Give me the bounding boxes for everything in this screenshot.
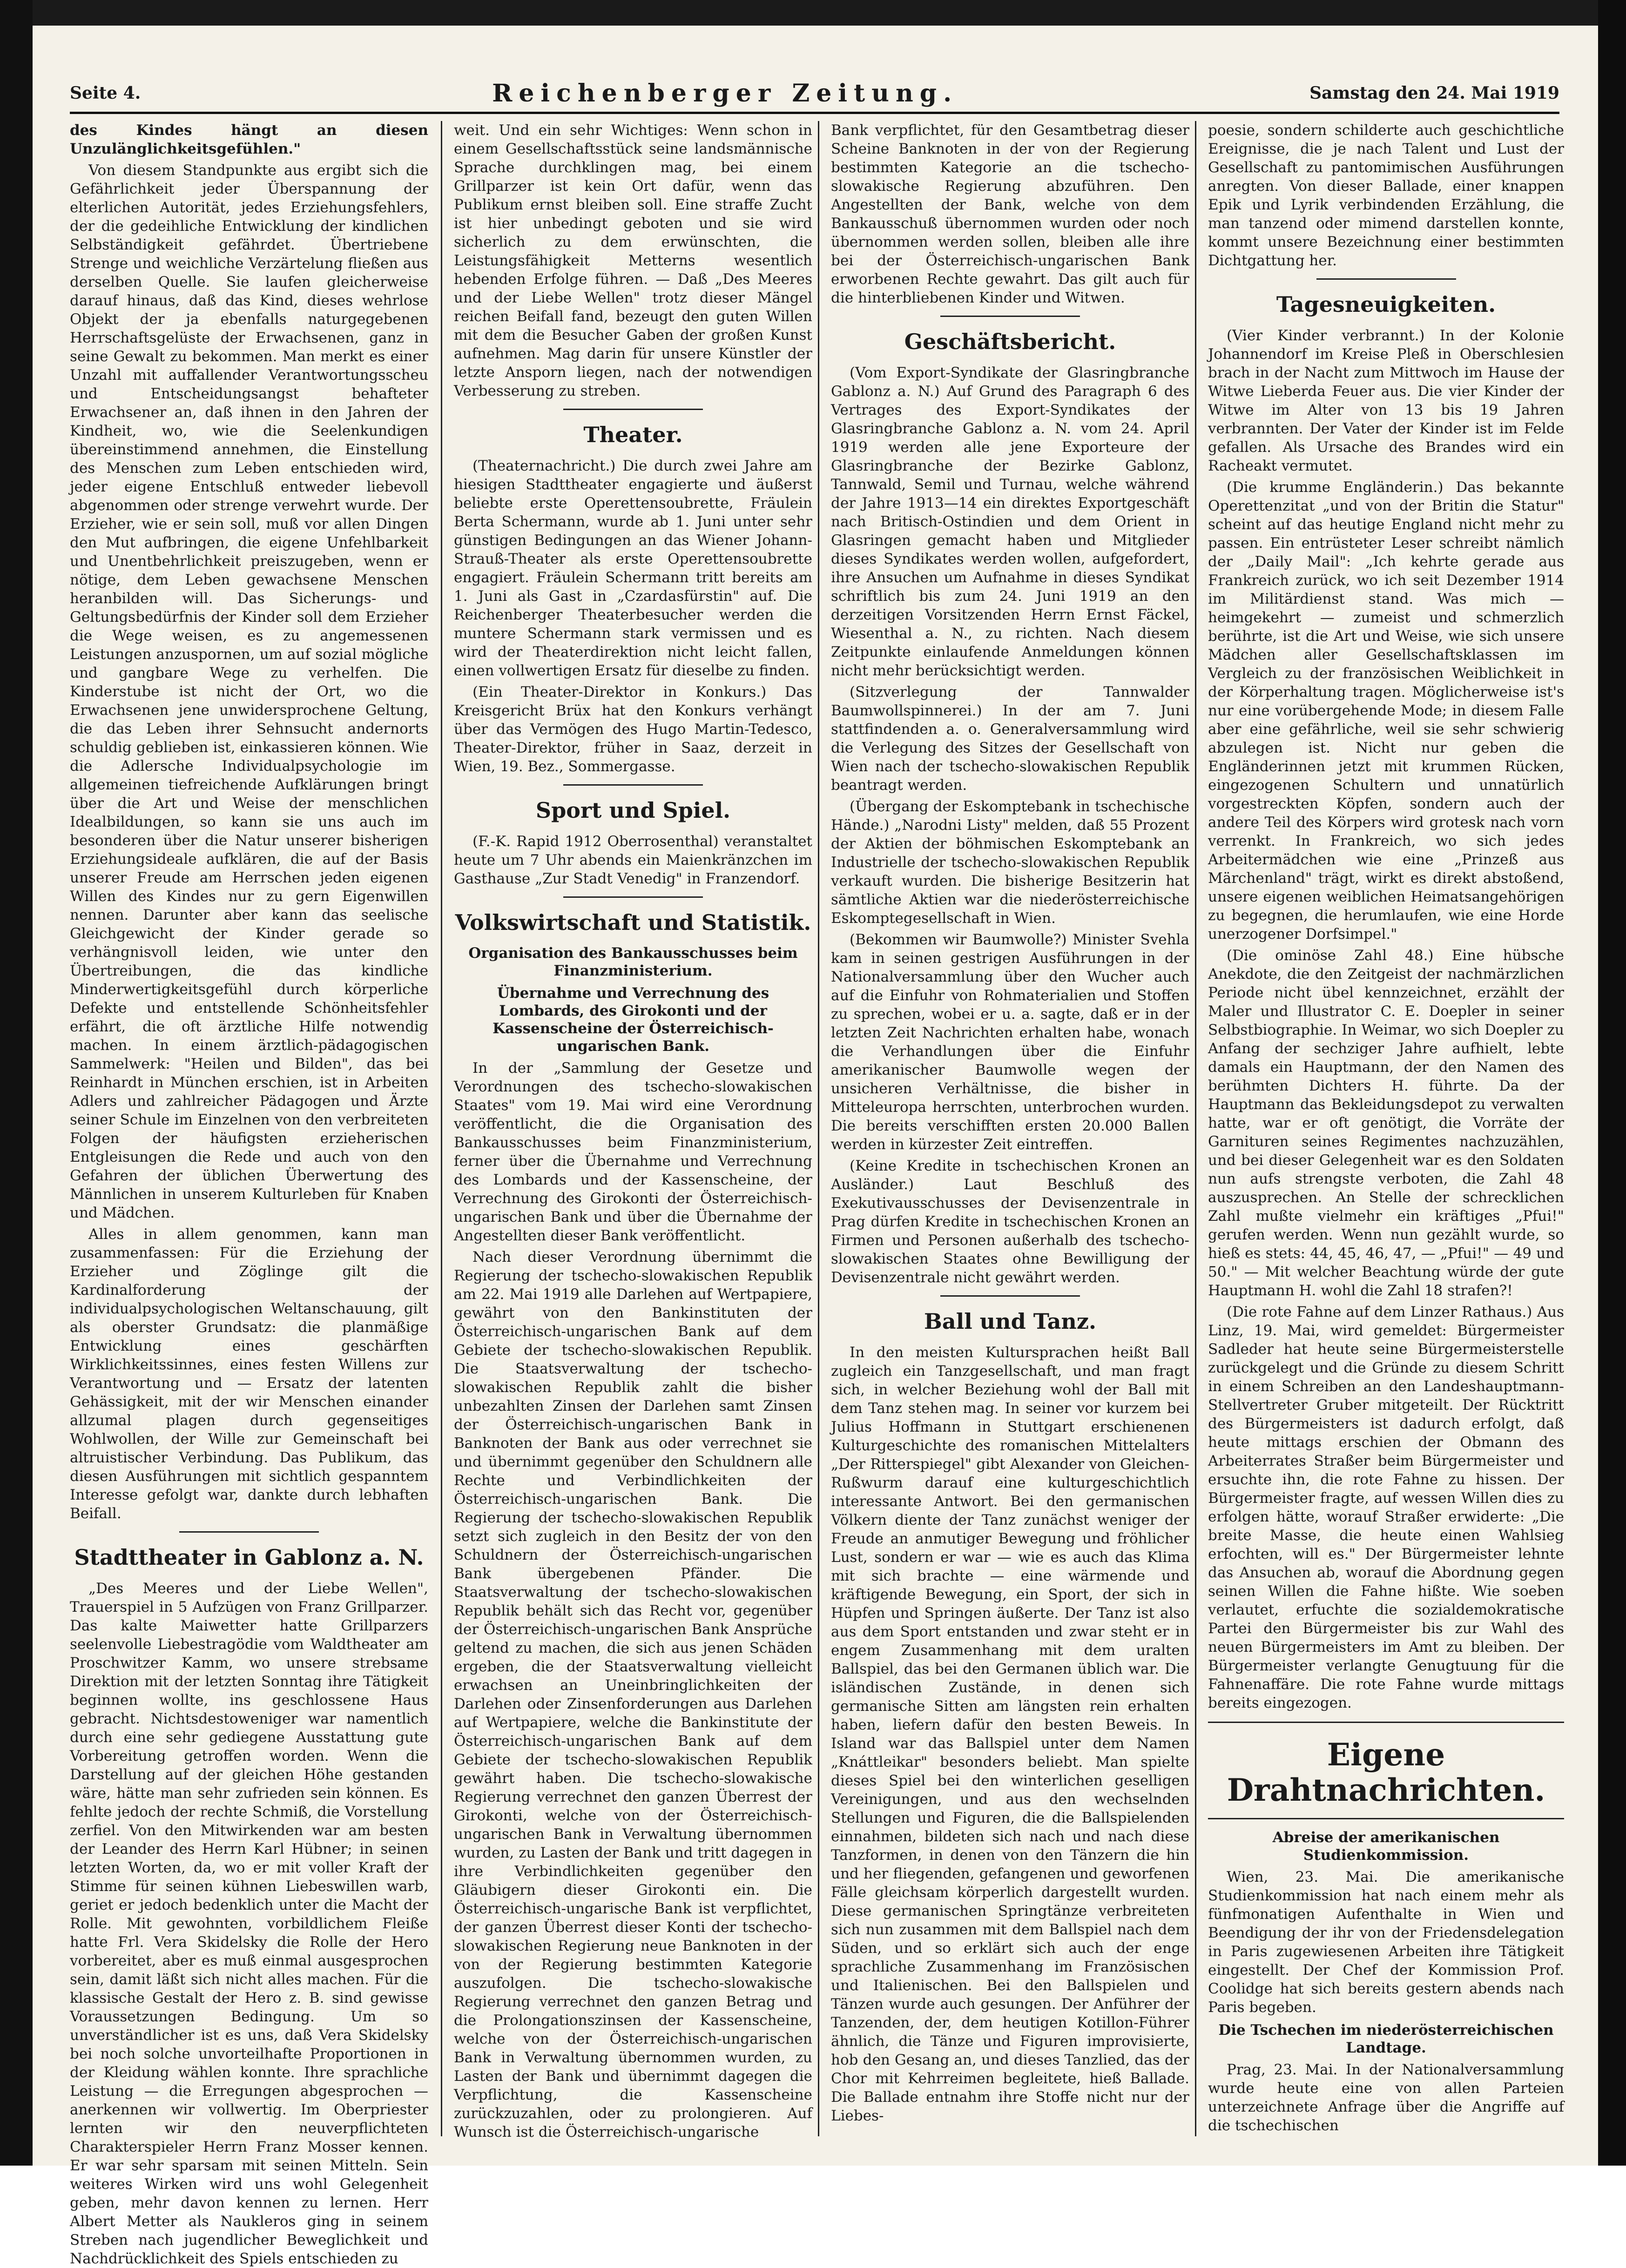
section-heading: Stadttheater in Gablonz a. N. bbox=[74, 1545, 424, 1570]
article-subheading: Abreise der amerikanischen Studienkommission. bbox=[1272, 1829, 1500, 1864]
paragraph: (Keine Kredite in tschechischen Kronen an Ausländer.) Laut Beschluß des Exekutivausschusses der Devisenzentrale in Prag dürfen Kredite in tschechischen Kronen an Firmen und Personen außerhalb des tschecho-slowakischen Staates ohne Bewilligung der Devisenzentrale nicht gewährt werden. bbox=[831, 1158, 1189, 1286]
section-divider bbox=[563, 784, 703, 786]
section-divider bbox=[940, 1295, 1080, 1297]
paragraph: Nach dieser Verordnung übernimmt die Regierung der tschecho-slowakischen Republik am 22. Mai 1919 alle Darlehen auf Wertpapiere, gewährt von den Bankinstituten der Österreichisch-ungarischen Bank auf dem Gebiete der tschecho-slowakischen Republik. Die Staatsverwaltung der tschecho-slowakischen Republik zahlt die bisher unbezahlten Zinsen der Darlehen samt Zinsen der Österreichisch-ungarischen Bank in Banknoten der Bank aus oder verrechnet sie und übernimmt gegenüber den Schuldnern alle Rechte und Verbindlichkeiten der Österreichisch-ungarischen Bank. Die Regierung der tschecho-slowakischen Republik setzt sich zugleich in den Besitz der von den Schuldnern der Österreichisch-ungarischen Bank übergebenen Pfänder. Die Staatsverwaltung der tschecho-slowakischen Republik behält sich das Recht vor, gegenüber der Österreichisch-ungarischen Bank Ansprüche geltend zu machen, die sich aus jenen Schäden ergeben, die der Staatsverwaltung vielleicht erwachsen an Uneinbringlichkeiten der Darlehen oder Zinsenforderungen aus Darlehen auf Wertpapiere, welche die Bankinstitute der Österreichisch-ungarischen Bank auf dem Gebiete der tschecho-slowakischen Republik gewährt haben. Die tschecho-slowakische Regierung verrechnet den ganzen Überrest der Girokonti, welche von der Österreichisch-ungarischen Bank in Verwaltung übernommen wurden, zu Lasten der Bank und tritt dagegen in ihre Verbindlichkeiten gegenüber den Gläubigern dieser Girokonti ein. Die Österreichisch-ungarische Bank ist verpflichtet, der ganzen Überrest dieser Konti der tschecho-slowakischen Regierung neue Banknoten in der von der Regierung bestimmten Kategorie auszufolgen. Die tschecho-slowakische Regierung verrechnet den ganzen Betrag und die Prolongationszinsen der Kassenscheine, welche von der Österreichisch-ungarischen Bank in Verwaltung übernommen wurden, zu Lasten der Bank und übernimmt dagegen die Verpflichtung, die Kassenscheine zurückzuzahlen, oder zu prolongieren. Auf Wunsch ist die Österreichisch-ungarische bbox=[454, 1249, 812, 2140]
issue-date: Samstag den 24. Mai 1919 bbox=[1309, 83, 1559, 103]
column-2 bbox=[454, 121, 812, 2140]
scan-border-top bbox=[0, 0, 1626, 26]
paragraph: „Des Meeres und der Liebe Wellen", Trauerspiel in 5 Aufzügen von Franz Grillparzer. Das kalte Maiwetter hatte Grillparzers seelenvolle Liebestragödie vom Waldtheater am Proschwitzer Kamm, wo unsere strebsame Direktion mit der letzten Sonntag ihre Tätigkeit beginnen wollte, ins geschlossene Haus gebracht. Nichtsdestoweniger war namentlich durch eine sehr gediegene Ausstattung gute Vorbereitung getroffen worden. Wenn die Darstellung auf der gleichen Höhe gestanden wäre, hätte man sehr zufrieden sein können. Es fehlte jedoch der rechte Schmiß, die Vorstellung zerfiel. Von den Mitwirkenden war am besten der Leander des Herrn Karl Hübner; in seinen letzten Worten, da, wo er mit voller Kraft der Stimme für seinen kühnen Liebeswillen warb, geriet er jedoch bedenklich unter die Macht der Rolle. Mit gewohnten, vorbildlichem Fleiße hatte Frl. Vera Skidelsky die Rolle der Hero vorbereitet, aber es muß einmal ausgesprochen sein, damit läßt sich nicht alles machen. Für die klassische Gestalt der Hero z. B. sind gewisse Voraussetzungen Bedingung. Um so unverständlicher ist es uns, daß Vera Skidelsky bei noch solche unvorteilhafte Proportionen in der Kleidung wählen konnte. Ihre sprachliche Leistung — die Erregungen abgesprochen — anerkennen wir vollwertig. Im Oberpriester lernten wir den neuverpflichteten Charakterspieler Herrn Franz Mosser kennen. Er war sehr sparsam mit seinen Mitteln. Sein weiteres Wirken wird uns wohl Gelegenheit geben, mehr davon kennen zu lernen. Herr Albert Metter als Naukleros ging in seinem Streben nach jugendlicher Beweglichkeit und Nachdrücklichkeit des Spiels entschieden zu bbox=[70, 1580, 428, 2267]
section-heading: Ball und Tanz. bbox=[924, 1309, 1096, 1334]
article-subheading: Die Tschechen im niederösterreichischen Landtage. bbox=[1218, 2022, 1554, 2056]
paragraph: (Vier Kinder verbrannt.) In der Kolonie Johannendorf im Kreise Pleß in Oberschlesien brach in der Nacht zum Mittwoch im Hause der Witwe Lieberda Feuer aus. Die vier Kinder der Witwe im Alter von 13 bis 19 Jahren verbrannten. Der Vater der Kinder ist im Felde gefallen. Als Ursache des Brandes wird ein Racheakt vermutet. bbox=[1208, 327, 1564, 474]
section-divider bbox=[1316, 278, 1456, 280]
page-number: Seite 4. bbox=[70, 83, 141, 103]
paragraph: In der „Sammlung der Gesetze und Verordnungen des tschecho-slowakischen Staates" vom 19. Mai wird eine Verordnung veröffentlicht, die die Organisation des Bankausschusses beim Finanzministerium, ferner über die Übernahme und Verrechnung des Lombards und der Kassenscheine, der Verrechnung des Girokonti der Österreichisch-ungarischen Bank und über die Übernahme der Angestellten dieser Bank veröffentlicht. bbox=[454, 1060, 812, 1244]
article-subheading: Organisation des Bankausschusses beim Finanzministerium. bbox=[468, 945, 798, 979]
paragraph: (Vom Export-Syndikate der Glasringbranche Gablonz a. N.) Auf Grund des Paragraph 6 des Vertrages des Export-Syndikates der Glasringbranche Gablonz a. N. vom 24. April 1919 werden alle jene Exporteure der Glasringbranche der Bezirke Gablonz, Tannwald, Semil und Turnau, welche während der Jahre 1913—14 ein direktes Exportgeschäft nach Britisch-Ostindien und dem Orient in Glasringen gemacht haben und Mitglieder dieses Syndikates werden wollen, aufgefordert, ihre Ansuchen um Aufnahme in dieses Syndikat schriftlich bis zum 24. Juni 1919 an den derzeitigen Vorsitzenden Herrn Ernst Fäckel, Wiesenthal a. N., zu richten. Nach diesem Zeitpunkte einlaufende Anmeldungen können nicht mehr berücksichtigt werden. bbox=[831, 364, 1189, 679]
paragraph: Prag, 23. Mai. In der Nationalversammlung wurde heute eine von allen Parteien unterzeichnete Anfrage über die Angriffe auf die tschechischen bbox=[1208, 2061, 1564, 2134]
paragraph: (Theaternachricht.) Die durch zwei Jahre am hiesigen Stadttheater engagierte und äußerst beliebte erste Operettensoubrette, Fräulein Berta Schermann, wurde ab 1. Juni unter sehr günstigen Bedingungen an das Wiener Johann-Strauß-Theater als erste Operettensoubrette engagiert. Fräulein Schermann tritt bereits am 1. Juni als Gast in „Czardasfürstin" auf. Die Reichenberger Theaterbesucher werden die muntere Schermann stark vermissen und es wird der Theaterdirektion nicht leicht fallen, einen vollwertigen Ersatz für dieselbe zu finden. bbox=[454, 458, 812, 679]
section-heading: Geschäftsbericht. bbox=[904, 329, 1116, 354]
scan-border-right bbox=[1598, 0, 1626, 2166]
paragraph: (Die ominöse Zahl 48.) Eine hübsche Anekdote, die den Zeitgeist der nachmärzlichen Periode nicht übel kennzeichnet, erzählt der Maler und Illustrator C. E. Doepler in seiner Selbstbiographie. In Weimar, wo sich Doepler zu Anfang der sechziger Jahre aufhielt, lebte damals ein Hauptmann, der den Namen des berühmten Dichters H. führte. Da der Hauptmann das Bekleidungsdepot zu verwalten hatte, war er oft genötigt, die Vorräte der Garnituren seines Regimentes nachzuzählen, und bei dieser Gelegenheit war es den Soldaten nun aufs strengste verboten, die Zahl 48 auszusprechen. An Stelle der schrecklichen Zahl mußte vielmehr ein kräftiges „Pfui!" gerufen werden. Wenn nun gezählt wurde, so hieß es stets: 44, 45, 46, 47, — „Pfui!" — 49 und 50." — Mit welcher Beachtung würde der gute Hauptmann H. wohl die Zahl 18 strafen?! bbox=[1208, 947, 1564, 1299]
section-divider bbox=[563, 896, 703, 898]
section-divider bbox=[940, 316, 1080, 317]
paragraph: Von diesem Standpunkte aus ergibt sich die Gefährlichkeit jeder Überspannung der elterlichen Autorität, jedes Erziehungsfehlers, der die gedeihliche Entwicklung der kindlichen Selbständigkeit gefährdet. Übertriebene Strenge und weichliche Verzärtelung fließen aus derselben Quelle. Sie laufen gleicherweise darauf hinaus, daß das Kind, dieses wehrlose Objekt der ja ebenfalls naturgegebenen Herrschaftsgelüste der Erwachsenen, ganz in seine Gewalt zu bekommen. Man merkt es einer Unzahl mit auffallender Verantwortungsscheu und Entscheidungsangst behafteter Erwachsener an, daß ihnen in den Jahren der Kindheit, wo, wie die Seelenkundigen übereinstimmend annehmen, die Einstellung des Menschen zum Leben entschieden wird, jeder eigene Entschluß entweder liebevoll abgenommen oder strenge verwehrt wurde. Der Erzieher, wie er sein soll, muß vor allen Dingen den Mut aufbringen, die eigene Unfehlbarkeit und Unentbehrlichkeit preiszugeben, wenn er nötige, dem Leben gewachsene Menschen heranbilden will. Das Sicherungs- und Geltungsbedürfnis der Kinder soll dem Erzieher die Wege weisen, es zu angemessenen Leistungen anzuspornen, um auf sozial mögliche und gangbare Wege zu verhelfen. Die Kinderstube ist nicht der Ort, wo die Erwachsenen jene unwidersprochene Geltung, die das Leben ihrer Sehnsucht andernorts schuldig geblieben ist, einkassieren können. Wie die Adlersche Individualpsychologie im allgemeinen tiefreichende Aufklärungen bringt über die Art und Weise der menschlichen Idealbildungen, so kann sie uns auch im besonderen über die Natur unserer bisherigen Erziehungsideale aufklären, die auf der Basis unserer Freude am Herrschen jeden eigenen Willen des Kindes nur zu gern Eigenwillen nennen. Darunter aber kann das seelische Gleichgewicht der Kinder gerade so verhängnisvoll leiden, wie unter den Übertreibungen, die das kindliche Minderwertigkeitsgefühl durch körperliche Defekte und entstellende Schönheitsfehler erfährt, die oft ärztliche Hilfe notwendig machen. In einem ärztlich-pädagogischen Sammelwerk: "Heilen und Bilden", das bei Reinhardt in München erschien, ist in Arbeiten Adlers und zahlreicher Pädagogen und Ärzte seiner Schule im Einzelnen von den verbreiteten Folgen der häufigsten erzieherischen Entgleisungen die Rede und auch von den Gefahren der üblichen Überwertung des Männlichen in unserem Kulturleben für Knaben und Mädchen. bbox=[70, 162, 428, 1221]
column-3 bbox=[831, 121, 1189, 2136]
paragraph: (F.-K. Rapid 1912 Oberrosenthal) veranstaltet heute um 7 Uhr abends ein Maienkränzchen im Gasthause „Zur Stadt Venedig" in Franzendorf. bbox=[454, 833, 812, 887]
section-heading: Sport und Spiel. bbox=[535, 798, 731, 823]
paragraph: (Bekommen wir Baumwolle?) Minister Svehla kam in seinen gestrigen Ausführungen in der Nationalversammlung über den Wucher auch auf die Einfuhr von Rohmaterialien und Stoffen zu sprechen, wobei er u. a. sagte, daß er in der letzten Zeit Nachrichten erhalten habe, wonach die Verhandlungen über die Einfuhr amerikanischer Baumwolle wegen der unsicheren Verhältnisse, die bisher in Mitteleuropa herrschten, unterbrochen wurden. Die bereits verschifften ersten 20.000 Ballen werden in kürzester Zeit eintreffen. bbox=[831, 931, 1189, 1153]
scan-border-left bbox=[0, 0, 33, 2166]
paragraph: (Übergang der Eskomptebank in tschechische Hände.) „Narodni Listy" melden, daß 55 Prozent der Aktien der böhmischen Eskomptebank an Industrielle der tschecho-slowakischen Republik verkauft wurden. Die bisherige Besitzerin hat sämtliche Aktien war die niederösterreichische Eskomptegesellschaft in Wien. bbox=[831, 798, 1189, 927]
section-heading: Eigene Drahtnachrichten. bbox=[1227, 1736, 1545, 1808]
section-divider bbox=[563, 409, 703, 410]
paragraph: Bank verpflichtet, für den Gesamtbetrag dieser Scheine Banknoten in der von der Regierung bestimmten Kategorie an die tschecho-slowakische Regierung abzuführen. Den Angestellten der Bank, welche von dem Bankausschuß übernommen wurden oder noch übernommen werden sollen, bleiben alle ihre bei der Österreichisch-ungarischen Bank erworbenen Rechte gewahrt. Das gilt auch für die hinterbliebenen Kinder und Witwen. bbox=[831, 122, 1189, 306]
paragraph: (Die rote Fahne auf dem Linzer Rathaus.) Aus Linz, 19. Mai, wird gemeldet: Bürgermeister Sadleder hat heute seine Bürgermeisterstelle zurückgelegt und die Gründe zu diesem Schritt in einem Schreiben an den Landeshauptmann-Stellvertreter Gruber mitgeteilt. Der Rücktritt des Bürgermeisters ist dadurch erfolgt, daß heute mittags erschien der Obmann des Arbeiterrates Straßer beim Bürgermeister und ersuchte ihn, die rote Fahne zu hissen. Der Bürgermeister fragte, auf wessen Willen dies zu erfolgen hätte, worauf Straßer erwiderte: „Die breite Masse, die heute einen Wahlsieg erfochten, will es." Der Bürgermeister lehnte das Ansuchen ab, worauf die Abordnung gegen seinen Willen die Fahne hißte. Wie soeben verlautet, erfuchte die sozialdemokratische Partei den Bürgermeister bis zur Wahl des neuen Bürgermeisters im Amt zu bleiben. Der Bürgermeister verlangte Genugtuung für die Fahnenaffäre. Die rote Fahne wurde mittags bereits eingezogen. bbox=[1208, 1304, 1564, 1711]
paragraph: Wien, 23. Mai. Die amerikanische Studienkommission hat nach einem mehr als fünfmonatigen Aufenthalte in Wien und Beendigung der ihr von der Friedensdelegation in Paris zugewiesenen Arbeiten ihre Tätigkeit eingestellt. Der Chef der Kommission Prof. Coolidge hat sich bereits gestern abends nach Paris begeben. bbox=[1208, 1869, 1564, 2016]
column-rule bbox=[818, 121, 819, 2136]
paragraph: In den meisten Kultursprachen heißt Ball zugleich ein Tanzgesellschaft, und man fragt sich, in welcher Beziehung wohl der Ball mit dem Tanz stehen mag. In seiner vor kurzem bei Julius Hoffmann in Stuttgart erschienenen Kulturgeschichte des romanischen Mittelalters „Der Ritterspiegel" gibt Alexander von Gleichen-Rußwurm darauf eine kulturgeschichtlich interessante Antwort. Bei den germanischen Völkern diente der Tanz zunächst weniger der Freude an anmutiger Bewegung und fröhlicher Lust, sondern er war — wie es auch das Klima mit sich brachte — eine wärmende und kräftigende Bewegung, ein Sport, der sich in Hüpfen und Springen äußerte. Der Tanz ist also aus dem Sport entstanden und zwar steht er in engem Zusammenhang mit dem uralten Ballspiel, das bei den Germanen üblich war. Die isländischen Zustände, in denen sich germanische Sitten am längsten rein erhalten haben, liefern dafür den besten Beweis. In Island war das Ballspiel unter dem Namen „Knáttleikar" besonders beliebt. Man spielte dieses Spiel bei den winterlichen geselligen Vereinigungen, und aus den wechselnden Stellungen und Figuren, die die Ballspielenden einnahmen, bildeten sich nach und nach diese Tanzformen, in denen von den Tänzern die hin und her fliegenden, gefangenen und geworfenen Fälle gleichsam körperlich dargestellt wurden. Diese germanischen Springtänze verbreiteten sich nun zusammen mit dem Ballspiel nach dem Süden, und so erklärt sich auch der enge sprachliche Zusammenhang im Französischen und Italienischen. Bei den Ballspielen und Tänzen wurde auch gesungen. Der Anführer der Tanzenden, der, dem heutigen Kotillon-Führer ähnlich, die Tänze und Figuren improvisierte, hob den Gesang an, und dieses Tanzlied, das der Chor mit Kehrreimen begleitete, hieß Ballade. Die Ballade entnahm ihre Stoffe nicht nur der Liebes- bbox=[831, 1344, 1189, 2124]
masthead bbox=[70, 74, 1559, 114]
paragraph: (Die krumme Engländerin.) Das bekannte Operettenzitat „und von der Britin die Statur" scheint auf das heutige England nicht mehr zu passen. Ein entrüsteter Leser schreibt nämlich der „Daily Mail": „Ich kehrte gerade aus Frankreich zurück, wo ich seit Dezember 1914 im Militärdienst stand. Was mich — heimgekehrt — zumeist und schmerzlich berührte, ist die Art und Weise, wie sich unsere Mädchen aller Gesellschaftsklassen im Vergleich zu der französischen Weiblichkeit in der Körperhaltung tragen. Möglicherweise ist's nur eine vorübergehende Mode; in diesem Falle aber eine gefährliche, weil sie sehr schwierig abzulegen ist. Nicht nur geben die Engländerinnen jetzt mit krummen Rücken, eingezogenen Schultern und unnatürlich vorgestreckten Köpfen, sondern auch der andere Teil des Körpers wird grotesk nach vorn verrenkt. In Frankreich, wo sich jedes Arbeitermädchen wie eine „Prinzeß aus Märchenland" trägt, wirkt es direkt abstoßend, unsere eigenen weiblichen Heimatsangehörigen zu begegnen, die herumlaufen, wie eine Horde unerzogener Dorfsimpel." bbox=[1208, 479, 1564, 942]
section-heading: Theater. bbox=[583, 422, 683, 447]
paragraph: Alles in allem genommen, kann man zusammenfassen: Für die Erziehung der Erzieher und Zöglinge gilt die Kardinalforderung der individualpsychologischen Weltanschauung, gilt als oberster Grundsatz: die planmäßige Entwicklung eines geschärften Wirklichkeitssinnes, eines festen Willens zur Verantwortung und — Ersatz der latenten Gehässigkeit, mit der wir Menschen einander allzumal plagen durch gegenseitiges Wohlwollen, der Wille zur Gemeinschaft bei altruistischer Verbindung. Das Publikum, das diesen Ausführungen mit sichtlich gespanntem Interesse gefolgt war, dankte durch lebhaften Beifall. bbox=[70, 1226, 428, 1522]
column-rule bbox=[441, 121, 442, 2136]
paragraph: weit. Und ein sehr Wichtiges: Wenn schon in einem Gesellschaftsstück seine landsmännische Sprache durchklingen mag, bei einem Grillparzer ist kein Ort dafür, wenn das Publikum ernst bleiben soll. Eine straffe Zucht ist hier unbedingt geboten und sie wird sicherlich zu dem erwünschten, die Leistungsfähigkeit Metterns wesentlich hebenden Erfolge führen. — Daß „Des Meeres und der Liebe Wellen" trotz dieser Mängel reichen Beifall fand, bezeugt den guten Willen mit dem die Besucher Gaben der großen Kunst aufnehmen. Mag darin für unsere Künstler der letzte Ansporn liegen, nach der notwendigen Verbesserung zu streben. bbox=[454, 122, 812, 399]
newspaper-title: Reichenberger Zeitung. bbox=[492, 79, 958, 108]
paragraph: poesie, sondern schilderte auch geschichtliche Ereignisse, die je nach Talent und Lust der Gesellschaft zu pantomimischen Ausführungen anregten. Von dieser Ballade, einer knappen Epik und Lyrik verbindenden Erzählung, die man tanzend oder mimend darstellen konnte, kommt unsere Bezeichnung einer bestimmten Dichtgattung her. bbox=[1208, 122, 1564, 269]
paragraph: des Kindes hängt an diesen Unzulänglichkeitsgefühlen." bbox=[70, 122, 428, 157]
column-4 bbox=[1208, 121, 1564, 2136]
column-1 bbox=[70, 121, 428, 2267]
article-subheading: Übernahme und Verrechnung des Lombards, des Girokonti und der Kassenscheine der Österreichisch-ungarischen Bank. bbox=[493, 985, 774, 1055]
paragraph: (Ein Theater-Direktor in Konkurs.) Das Kreisgericht Brüx hat den Konkurs verhängt über das Vermögen des Hugo Martin-Tedesco, Theater-Direktor, früher in Saaz, derzeit in Wien, 19. Bez., Sommergasse. bbox=[454, 684, 812, 775]
section-heading: Volkswirtschaft und Statistik. bbox=[455, 910, 811, 935]
section-box bbox=[1208, 1722, 1564, 1819]
section-divider bbox=[179, 1531, 319, 1533]
columns bbox=[70, 121, 1564, 2267]
paragraph: (Sitzverlegung der Tannwalder Baumwollspinnerei.) In der am 7. Juni stattfindenden a. o. Generalversammlung wird die Verlegung des Sitzes der Gesellschaft von Wien nach der tschecho-slowakischen Republik beantragt werden. bbox=[831, 684, 1189, 794]
section-heading: Tagesneuigkeiten. bbox=[1276, 292, 1496, 317]
column-rule bbox=[1195, 121, 1196, 2136]
